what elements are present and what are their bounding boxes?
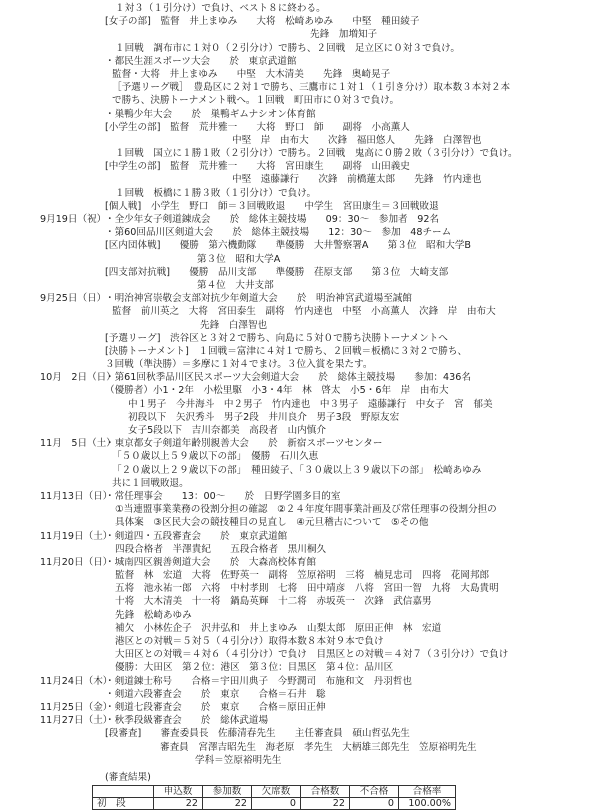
table-cell: 22 [301,798,350,810]
line-text: （優勝者）小1・2年 小松里駆 小3・4年 林 啓太 小5・6年 岸 由布大 [105,385,449,397]
document-line [0,701,600,714]
line-text: １回戦 国立に１勝１敗（２引分け）で勝ち。２回戦 鬼高に０勝２敗（３引分け）で負け。 [115,148,518,160]
entry-date: 9月25日（日） [40,293,107,305]
document-line [0,595,600,608]
line-text: 優勝：大田区 第２位：港区 第３位：目黒区 第４位：品川区 [115,662,394,674]
document-line [0,675,600,688]
document-line [0,81,600,94]
table-row [93,798,456,810]
results-title: (審査結果) [105,771,151,783]
column-header: 合格数 [301,786,350,798]
line-text: [予選リーグ] 渋谷区と３対２で勝ち、向島に５対０で勝ち決勝トーナメントへ [105,332,448,344]
column-header: 参加数 [203,786,252,798]
document-line [0,741,600,754]
document-line [0,384,600,397]
document-line [0,239,600,252]
line-text: ・剣道六段審査会 於 東京 合格＝石井 聡 [105,688,326,700]
document-line [0,200,600,213]
entry-date: 11月24日（木） [40,675,113,687]
line-text: １対３（１引分け）で負け、ベスト８に終わる。 [115,3,326,14]
document-line [0,569,600,582]
document-line [0,2,600,15]
document-line [0,345,600,358]
line-text: 中堅 岸 由布大 次鋒 福田悠人 先鋒 白澤智也 [232,134,482,146]
line-text: 「５０歳以上５９歳以下の部」 優勝 石川久恵 [112,451,319,463]
line-text: ・城南四区親善剣道大会 於 大森高校体育館 [105,556,317,568]
line-text: 共に１回戦敗退。 [112,477,189,489]
column-header: 不合格 [350,786,399,798]
entry-date: 11月13日（日） [40,490,113,502]
document-line [0,292,600,305]
line-text: 中堅 遠藤謙行 次鋒 前橋蓮太郎 先鋒 竹内達也 [232,174,482,186]
line-text: 先鋒 加増知子 [310,29,378,41]
line-text: 審査員 宮澤吉昭先生 海老原 孝先生 大柄雄三郎先生 笠原裕明先生 [160,741,477,753]
line-text: １回戦 板橋に１勝３敗（１引分け）で負け。 [115,187,317,199]
document-line [0,55,600,68]
line-text: 学科＝笠原裕明先生 [195,754,282,766]
line-text: で勝ち、決勝トーナメント戦へ。１回戦 町田市に０対３で負け。 [112,95,400,107]
document-line [0,213,600,226]
line-text: ・常任理事会 13：00～ 於 日野学園多目的室 [105,490,341,502]
document-line [0,371,600,384]
document-body [0,2,600,767]
table-cell: 100.00% [399,798,456,810]
document-line [0,173,600,186]
document-line [0,437,600,450]
table-cell: 22 [203,798,252,810]
document-page [0,2,600,810]
document-line [0,15,600,28]
line-text: 補欠 小林佐企子 沢井弘和 井上まゆみ 山梨太郎 原田正伸 林 宏道 [115,622,442,634]
document-line [0,147,600,160]
document-line [0,94,600,107]
document-line [0,464,600,477]
document-line [0,42,600,55]
line-text: 監督 前川英之 大将 宮田泰生 副将 竹内達也 中堅 小高薫人 次鋒 岸 由布大 [112,306,496,318]
entry-date: 11月20日（日） [40,556,113,568]
line-text: ・剣道四・五段審査会 於 東京武道館 [105,530,288,542]
line-text: 監督・大将 井上まゆみ 中堅 大木清美 先鋒 奥崎晃子 [112,68,391,80]
line-text: １回戦 調布市に１対０（２引分け）で勝ち、２回戦 足立区に０対３で負け。 [115,42,460,54]
document-line [0,121,600,134]
document-line [0,503,600,516]
line-text: [中学生の部] 監督 荒井雅一 大将 宮田康生 副将 山田義史 [105,161,410,173]
line-text: 五将 池永祐一郎 六将 中村孝則 七将 田中靖彦 八将 宮田一智 九将 大島貴明 [115,583,499,595]
line-text: 四段合格者 半澤貴紀 五段合格者 黒川桐久 [115,543,327,555]
line-text: ・巣鴨少年大会 於 巣鴨ギムナシオン体育館 [105,108,316,120]
line-text: 港区との対戦＝５対５（４引分け）取得本数８本対９本で負け [115,636,384,647]
column-header: 欠席数 [252,786,301,798]
entry-date: 9月19日（祝） [40,214,107,225]
line-text: 具体案 ③区民大会の競技種目の見直し ④元旦稽古について ⑤その他 [115,517,429,529]
line-text: 初段以下 矢沢秀斗 男子2段 井川良介 男子3段 野原友宏 [128,411,400,423]
line-text: ・全少年女子剣道錬成会 於 総体主競技場 09：30～ 参加者 92名 [105,214,440,225]
document-line [0,477,600,490]
results-title-line [0,771,600,784]
document-line [0,450,600,463]
document-line [0,516,600,529]
document-line [0,609,600,622]
line-text: 女子5段以下 吉川奈都美 高段者 山内慎介 [128,425,326,436]
line-text: ・東京都女子剣道年齢別親善大会 於 新宿スポーツセンター [105,438,383,450]
line-text: ・明治神宮崇敬会支部対抗少年剣道大会 於 明治神宮武道場至誠館 [105,293,412,305]
table-header-row [93,786,456,798]
document-line [0,134,600,147]
column-header: 申込数 [154,786,203,798]
document-line [0,582,600,595]
document-line [0,28,600,41]
document-line [0,266,600,279]
document-line [0,187,600,200]
line-text: [個人戦] 小学生 野口 師＝３回戦敗退 中学生 宮田康生＝３回戦敗退 [105,200,439,212]
line-text: [小学生の部] 監督 荒井雅一 大将 野口 師 副将 小高薫人 [105,121,410,133]
line-text: 大田区との対戦＝４対６（４引分け）で負け 目黒区との対戦＝４対７（３引分け）で負け [115,649,509,661]
table-cell: 0 [252,798,301,810]
document-line [0,490,600,503]
document-line [0,530,600,543]
document-line [0,661,600,674]
document-line [0,543,600,556]
line-text: [区内団体戦] 優勝 第六機動隊 準優勝 大井警察署A 第３位 昭和大学B [105,240,472,252]
table-cell: 初 段 [93,798,154,810]
document-line [0,398,600,411]
entry-date: 11月25日（金） [40,701,113,713]
document-line [0,253,600,266]
line-text: 監督 林 宏道 大将 佐野英一 副将 笠原裕明 三将 楠見忠司 四将 花岡邦郎 [115,570,490,582]
document-line [0,754,600,767]
document-line [0,714,600,727]
document-line [0,358,600,371]
column-header [93,786,154,798]
column-header: 合格率 [399,786,456,798]
entry-date: 11月19日（土） [40,530,113,542]
table-cell: 22 [154,798,203,810]
line-text: 第４位 大井支部 [197,279,274,291]
entry-date: 11月27日（土） [40,715,113,727]
line-text: [女子の部] 監督 井上まゆみ 大将 松崎あゆみ 中堅 種田綾子 [105,16,420,28]
line-text: ・第61回秋季品川区民スポーツ大会剣道大会 於 総体主競技場 参加：436名 [105,372,471,384]
document-line [0,279,600,292]
line-text: ［予選リーグ戦］ 豊島区に２対１で勝ち、三鷹市に１対１（１引き分け）取本数３本対２本 [112,82,511,94]
document-line [0,648,600,661]
entry-date: 10月 2日（日） [40,372,116,384]
line-text: [決勝トーナメント] １回戦＝富津に４対１で勝ち、２回戦＝板橋に３対２で勝ち、 [105,345,468,357]
document-line [0,411,600,424]
document-line [0,68,600,81]
document-line [0,424,600,437]
line-text: [段審査] 審査委員長 佐藤清春先生 主任審査員 碩山哲弘先生 [105,728,410,740]
document-line [0,688,600,701]
document-line [0,622,600,635]
line-text: 「２０歳以上２９歳以下の部」 種田綾子、「３０歳以上３９歳以下の部」 松崎あゆみ [112,464,482,476]
exam-results-table [92,785,456,810]
line-text: 第３位 昭和大学A [197,253,281,265]
line-text: 十将 大木清美 十一将 鍋島英輝 十二将 赤坂英一 次鋒 武信嘉男 [115,596,432,608]
document-line [0,556,600,569]
line-text: ①当連盟事業業務の役割分担の確認 ②２４年度年間事業計画及び常任理事の役割分担の [115,504,497,516]
document-line [0,160,600,173]
line-text: 中１男子 今井海斗 中２男子 竹内達也 中３男子 遠藤謙行 中女子 宮 郁美 [128,398,493,410]
line-text: 先鋒 松崎あゆみ [115,609,192,621]
line-text: ・都民生涯スポーツ大会 於 東京武道館 [105,55,297,67]
document-line [0,727,600,740]
document-line [0,226,600,239]
line-text: ・剣道七段審査会 於 東京 合格＝原田正伸 [105,701,326,713]
document-line [0,635,600,648]
line-text: ・秋季段級審査会 於 総体武道場 [105,715,269,727]
line-text: 先鋒 白澤智也 [200,319,268,331]
document-line [0,108,600,121]
table-cell: 0 [350,798,399,810]
document-line [0,305,600,318]
line-text: ・第60回品川区剣道大会 於 総体主競技場 12：30～ 参加 48チーム [105,227,452,239]
line-text: ３回戦（準決勝）＝多摩に１対４でまけ。３位入賞を果たす。 [105,359,373,371]
entry-date: 11月 5日（土） [40,438,116,450]
line-text: [四支部対抗戦] 優勝 品川支部 準優勝 荏原支部 第３位 大崎支部 [105,266,449,278]
document-line [0,319,600,332]
line-text: ・剣道錬士称号 合格＝宇田川典子 今野潤司 布施和文 丹羽哲也 [105,675,412,687]
document-line [0,332,600,345]
